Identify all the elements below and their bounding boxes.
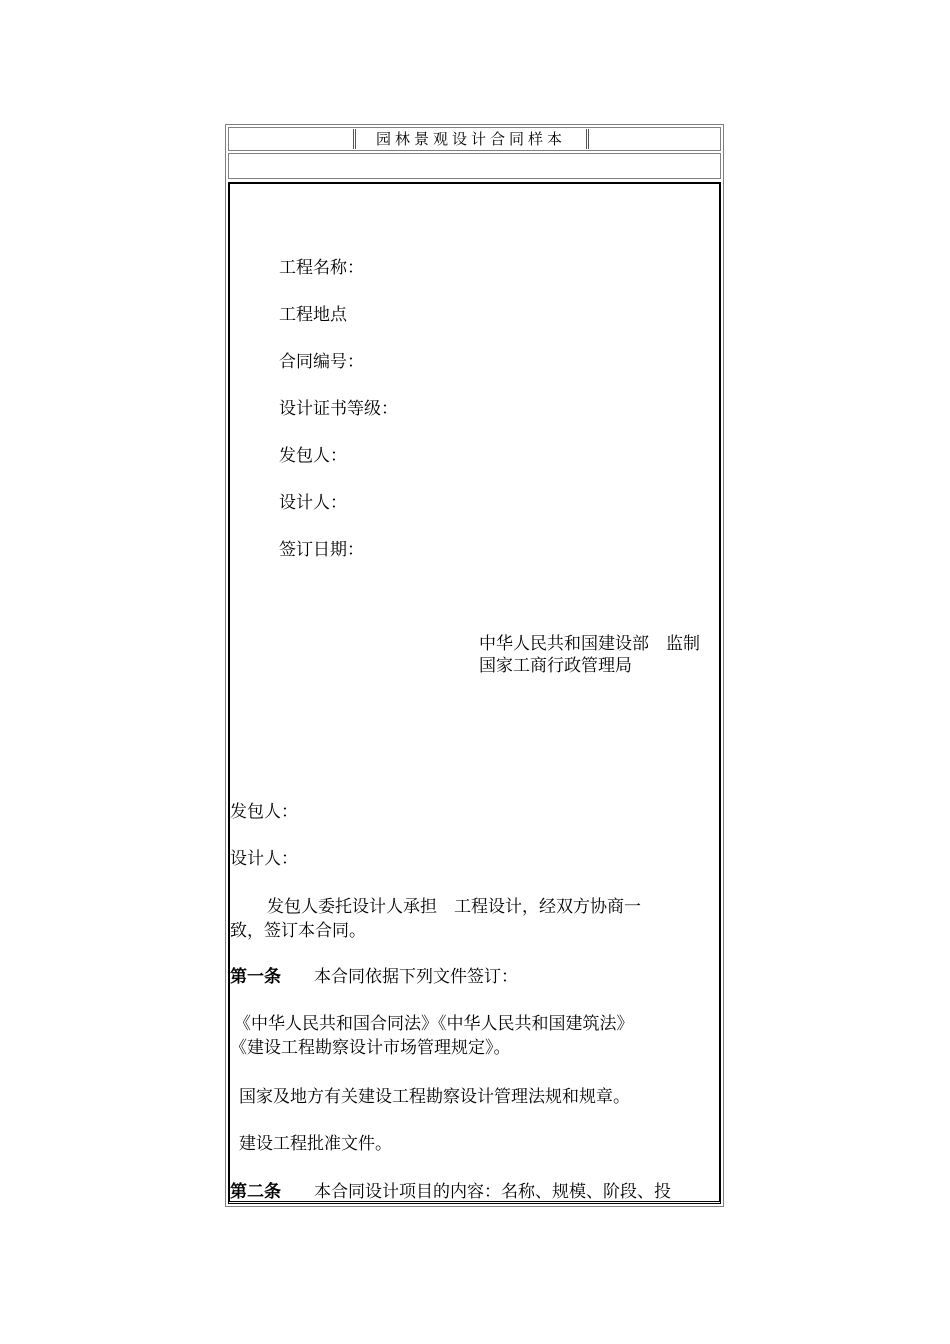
document-title: 园林景观设计合同样本 xyxy=(353,129,589,149)
field-client: 发包人： xyxy=(279,446,347,466)
field-project-name: 工程名称： xyxy=(279,258,364,278)
article-1-text: 本合同依据下列文件签订： xyxy=(314,967,518,987)
document-frame xyxy=(225,124,724,1207)
party-designer: 设计人： xyxy=(230,849,298,869)
intro-line-1: 发包人委托设计人承担 工程设计，经双方协商一 xyxy=(267,897,641,917)
supervision-line-1: 中华人民共和国建设部 监制 xyxy=(479,634,700,654)
article-1-item-1-line-1: 《中华人民共和国合同法》《中华人民共和国建筑法》 xyxy=(234,1014,634,1034)
article-2-text: 本合同设计项目的内容：名称、规模、阶段、投 xyxy=(314,1182,671,1202)
intro-line-2: 致，签订本合同。 xyxy=(230,921,366,941)
supervision-line-2: 国家工商行政管理局 xyxy=(479,656,632,676)
title-row xyxy=(228,127,721,151)
field-certificate-grade: 设计证书等级： xyxy=(279,399,398,419)
article-1-item-1-line-2: 《建设工程勘察设计市场管理规定》。 xyxy=(230,1038,511,1058)
contract-content xyxy=(228,182,721,1204)
blank-row xyxy=(228,153,721,179)
article-1-heading: 第一条 xyxy=(230,967,281,987)
field-designer: 设计人： xyxy=(279,493,347,513)
field-project-location: 工程地点 xyxy=(279,305,347,325)
party-client: 发包人： xyxy=(230,802,298,822)
article-1-item-2: 国家及地方有关建设工程勘察设计管理法规和规章。 xyxy=(239,1087,630,1107)
field-contract-number: 合同编号： xyxy=(279,352,364,372)
article-1-item-3: 建设工程批准文件。 xyxy=(239,1134,392,1154)
field-signing-date: 签订日期： xyxy=(279,540,364,560)
article-2-heading: 第二条 xyxy=(230,1182,281,1202)
